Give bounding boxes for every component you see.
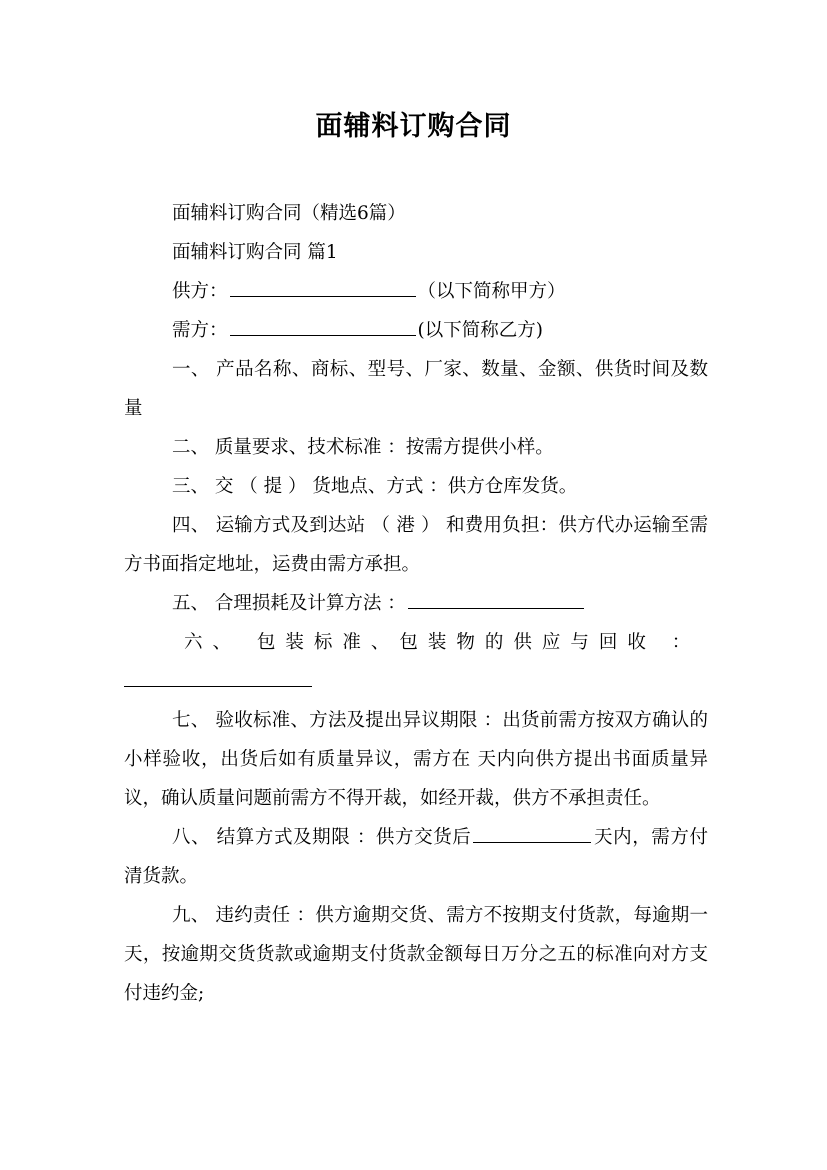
clause-8-line	[124, 818, 708, 896]
clause-1: 一、 产品名称、商标、型号、厂家、数量、金额、供货时间及数量	[124, 359, 708, 419]
clause-5: 五、 合理损耗及计算方法 ：	[172, 593, 406, 614]
buyer-note: (以下简称乙方)	[417, 320, 543, 341]
supplier-line	[124, 272, 708, 311]
subtitle: 面辅料订购合同（精选6篇）	[172, 203, 406, 224]
document-body	[124, 194, 708, 1013]
supplier-label: 供方：	[172, 281, 228, 302]
clause-6-blank-line	[124, 662, 708, 701]
buyer-label: 需方：	[172, 320, 228, 341]
clause-6: 六、 包装标准、包装物的供应与回收 ：	[184, 632, 701, 653]
clause-7: 七、 验收标准、方法及提出异议期限 ：出货前需方按双方确认的小样验收，出货后如有质量异议，需方在 天内向供方提出书面质量异议，确认质量问题前需方不得开裁，如经开裁，供方不承担责任。	[124, 710, 708, 809]
clause-2: 二、 质量要求、技术标准 ：按需方提供小样。	[172, 437, 554, 458]
supplier-note: （以下简称甲方）	[417, 281, 566, 302]
document-title: 面辅料订购合同	[315, 111, 512, 142]
clause-8-a: 八、 结算方式及期限 ：供方交货后	[172, 827, 472, 848]
clause-9: 九、 违约责任 ：供方逾期交货、需方不按期支付货款，每逾期一天，按逾期交货货款或逾期支付货款金额每日万分之五的标准向对方支付违约金;	[124, 905, 708, 1004]
clause-5-line	[124, 584, 708, 623]
clause-3: 三、 交 （ 提 ） 货地点、方式 ：供方仓库发货。	[172, 476, 578, 497]
clause-4: 四、 运输方式及到达站 （ 港 ） 和费用负担：供方代办运输至需方书面指定地址，运费由需方承担。	[124, 515, 708, 575]
clause-5-blank	[408, 607, 584, 609]
part-label: 面辅料订购合同 篇1	[172, 242, 338, 263]
buyer-line	[124, 311, 708, 350]
clause-8-blank	[473, 841, 591, 843]
clause-8-b: 天内，需方付清货款。	[124, 827, 708, 887]
buyer-blank	[230, 334, 416, 336]
clause-6-blank	[124, 685, 312, 687]
supplier-blank	[230, 295, 416, 297]
